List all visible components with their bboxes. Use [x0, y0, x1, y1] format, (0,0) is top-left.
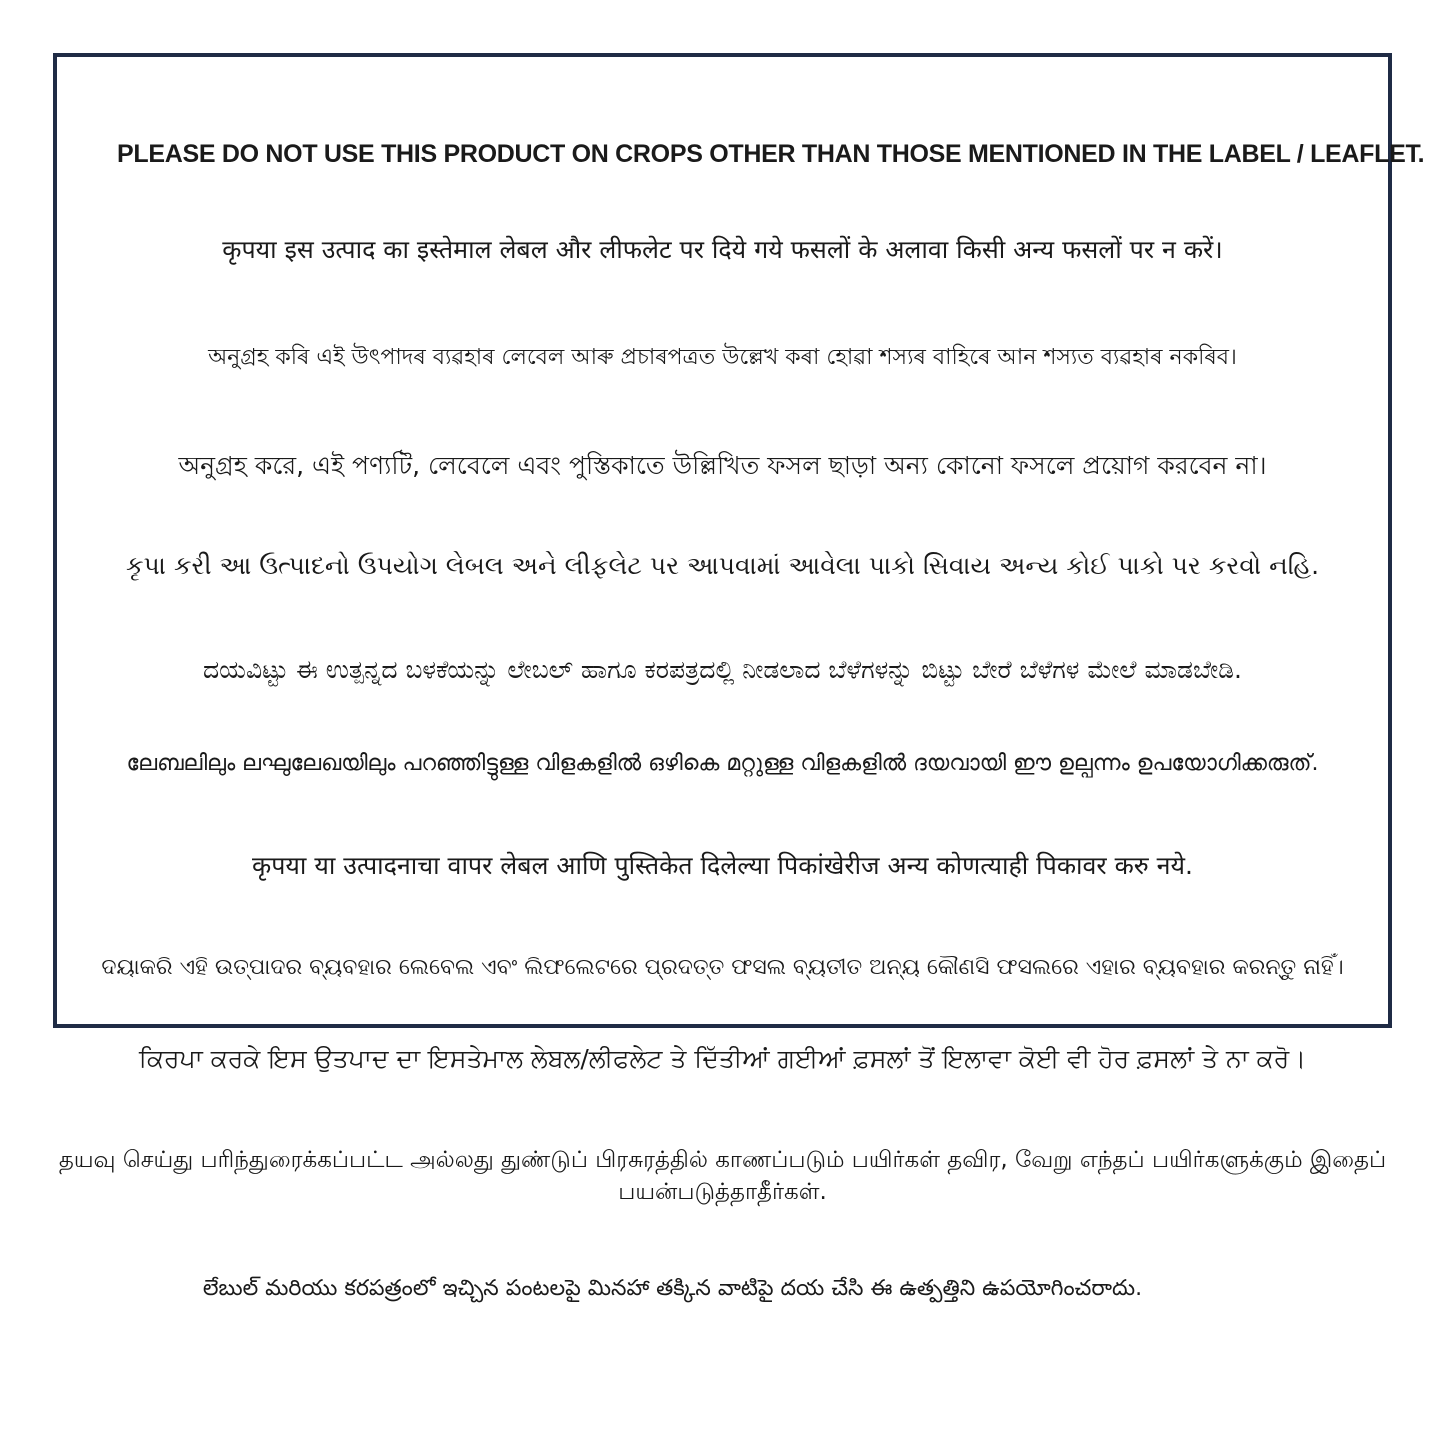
notice-assamese: অনুগ্ৰহ কৰি এই উৎপাদৰ ব্যৱহাৰ লেবেল আৰু প্ৰচাৰপত্ৰত উল্লেখ কৰা হোৱা শস্যৰ বাহিৰে আন শস্যত ব্যৱহাৰ নকৰিব।	[208, 345, 1237, 370]
notice-hindi: कृपया इस उत्पाद का इस्तेमाल लेबल और लीफलेट पर दिये गये फसलों के अलावा किसी अन्य फसलों पर न करें।	[222, 235, 1223, 264]
notice-tamil: தயவு செய்து பரிந்துரைக்கப்பட்ட அல்லது துண்டுப் பிரசுரத்தில் காணப்படும் பயிர்கள் தவிர, வேறு எந்தப் பயிர்களுக்கும் இதைப் பயன்படுத்தாதீர்கள்.	[58, 1147, 1387, 1205]
notice-odia: ଦୟାକରି ଏହି ଉତ୍ପାଦର ବ୍ୟବହାର ଲେବେଲ ଏବଂ ଲିଫଲେଟରେ ପ୍ରଦତ୍ତ ଫସଲ ବ୍ୟତୀତ ଅନ୍ୟ କୌଣସି ଫସଲରେ ଏହାର ବ୍ୟବହାର କରନ୍ତୁ ନାହିଁ।	[101, 955, 1344, 980]
notice-marathi: कृपया या उत्पादनाचा वापर लेबल आणि पुस्तिकेत दिलेल्या पिकांखेरीज अन्य कोणत्याही पिकावर करु नये.	[252, 851, 1193, 880]
notice-kannada: ದಯವಿಟ್ಟು ಈ ಉತ್ಪನ್ನದ ಬಳಕೆಯನ್ನು ಲೇಬಲ್ ಹಾಗೂ ಕರಪತ್ರದಲ್ಲಿ ನೀಡಲಾದ ಬೆಳೆಗಳನ್ನು ಬಿಟ್ಟು ಬೇರೆ ಬೆಳೆಗಳ ಮೇಲೆ ಮಾಡಬೇಡಿ.	[203, 655, 1242, 684]
notice-malayalam: ലേബലിലും ലഘുലേഖയിലും പറഞ്ഞിട്ടുള്ള വിളകളിൽ ഒഴികെ മറ്റുള്ള വിളകളിൽ ദയവായി ഈ ഉല്പന്നം ഉപയോഗിക്കരുത്.	[126, 751, 1319, 776]
notice-telugu: లేబుల్ మరియు కరపత్రంలో ఇచ్చిన పంటలపై మినహా తక్కిన వాటిపై దయ చేసి ఈ ఉత్పత్తిని ఉపయోగించరాదు.	[202, 1276, 1143, 1301]
notice-bengali: অনুগ্রহ করে, এই পণ্যটি, লেবেলে এবং পুস্তিকাতে উল্লিখিত ফসল ছাড়া অন্য কোনো ফসলে প্রয়োগ করবেন না।	[178, 451, 1267, 480]
notice-english: PLEASE DO NOT USE THIS PRODUCT ON CROPS OTHER THAN THOSE MENTIONED IN THE LABEL / LEAFLET.	[117, 140, 1425, 168]
notice-gujarati: કૃપા કરી આ ઉત્પાદનો ઉપયોગ લેબલ અને લીફલેટ પર આપવામાં આવેલા પાકો સિવાય અન્ય કોઈ પાકો પર કરવો નહિ.	[125, 551, 1320, 580]
notice-frame	[53, 53, 1425, 1028]
notice-punjabi: ਕਿਰਪਾ ਕਰਕੇ ਇਸ ਉਤਪਾਦ ਦਾ ਇਸਤੇਮਾਲ ਲੇਬਲ/ਲੀਫਲੇਟ ਤੇ ਦਿੱਤੀਆਂ ਗਈਆਂ ਫ਼ਸਲਾਂ ਤੋਂ ਇਲਾਵਾ ਕੋਈ ਵੀ ਹੋਰ ਫ਼ਸਲਾਂ ਤੇ ਨਾ ਕਰੋ।	[138, 1044, 1307, 1073]
